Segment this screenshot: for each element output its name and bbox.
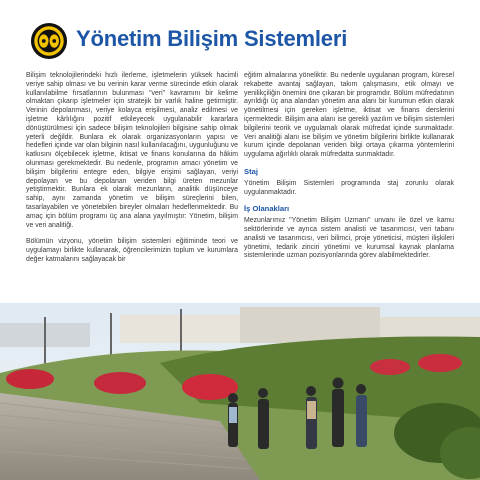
- staj-heading: Staj: [244, 166, 258, 176]
- is-olanaklari-text: Mezunlarımız "Yönetim Bilişim Uzmanı" unvanı ile özel ve kamu sektörlerinde ve ayrıca sistem analisti ve tasarımcısı, veri tabanı analisti ve tasarımcısı, veri bilimci, proje yöneticisi, müşteri ilişkileri yönetimi, tedarik zinciri yönetimi ve kurumsal kaynak planlama sistemlerinde uzman pozisyonlarında görev alabilmektedirler.: [244, 217, 454, 260]
- is-olanaklari-heading: İş Olanakları: [244, 204, 290, 214]
- left-text-column: [26, 72, 238, 273]
- paragraph: eğitim almalarına yöneliktir. Bu nedenle uygulanan program, küresel rekabette avantaj sağlayan, takım çalışmasını, etik olmayı ve yenilikçiliğin önemini öne çıkaran bir programdır. Bölüm müfredatının ayrıldığı üç ana alandan yönetim ana alanı bir kurumun etkin olarak yönetilmesi için gereken işletme, iktisat ve finans derslerini içermektedir. Bilişim ana alanı ise gerekli yazılım ve bilişim sistemleri bilgilerini teorik ve uygulamalı olarak müfredat içinde sunmaktadır. Veri analitiği alanı ise bilişim ve yönetim bilgilerini birlikte kullanarak kurum içinde depolanan veriden bilgi ortaya çıkarma yöntemlerini uygulama ağırlıklı olarak müfredatta sunmaktadır.: [244, 72, 454, 159]
- paragraph: Bilişim teknolojilerindeki hızlı ilerleme, işletmelerin yüksek hacimli veriye sahip olması ve bu verinin karar verme sürecinde etkin olarak kullanılabilme fırsatlarının bulunması "veri" kavramını bir kelime olmaktan çıkarıp işletmeler için stratejik bir varlık haline getirmiştir. Verinin depolanması, veriye kolayca erişilmesi, analiz edilmesi ve işletme kârlılığını pozitif etkileyecek uygulanabilir kararlara dönüştürülmesi için sadece bilişim teknolojileri bilgisine sahip olmak yeterli değildir. Bunlara ek olarak organizasyonların yapısı ve hedefleri içinde var olan bilginin nasıl kullanılacağını, uygunluğunu ve katkısını ölçebilecek işletme, iktisat ve finans konularına da hâkim olunması gerekmektedir. Bu nedenle, programın amacı yönetim ve bilişim bilgilerini entegre eden, bilgiye erişimi sağlayan, veriyi depolayan ve bu depolanan veriden bilgi üreten mezunlar yetiştirmektir. Bunlara ek olarak mezunların, analitik düşünceye sahip, aynı zamanda yönetim ve bilişim süreçlerini bilen, tasarlayabilen ve yönetebilen bireyler olmaları hedeflenmektedir. Bu amaç için bölüm programı üç ana alana yayılmıştır: Yönetim, bilişim ve veri analitiği.: [26, 72, 238, 229]
- staj-text: Yönetim Bilişim Sistemleri programında staj zorunlu olarak uygulanmaktadır.: [244, 179, 454, 196]
- paragraph: Bölümün vizyonu, yönetim bilişim sistemleri eğitiminde teori ve uygulamayı birlikte kullanarak, öğrencilerimizin toplum ve kurumlara değer katmalarını sağlayacak bir: [26, 238, 238, 263]
- university-emblem-icon: [30, 22, 68, 60]
- campus-photo: [0, 303, 480, 480]
- right-text-column: [244, 72, 454, 269]
- page-title: Yönetim Bilişim Sistemleri: [76, 26, 348, 51]
- page-header: [24, 18, 464, 66]
